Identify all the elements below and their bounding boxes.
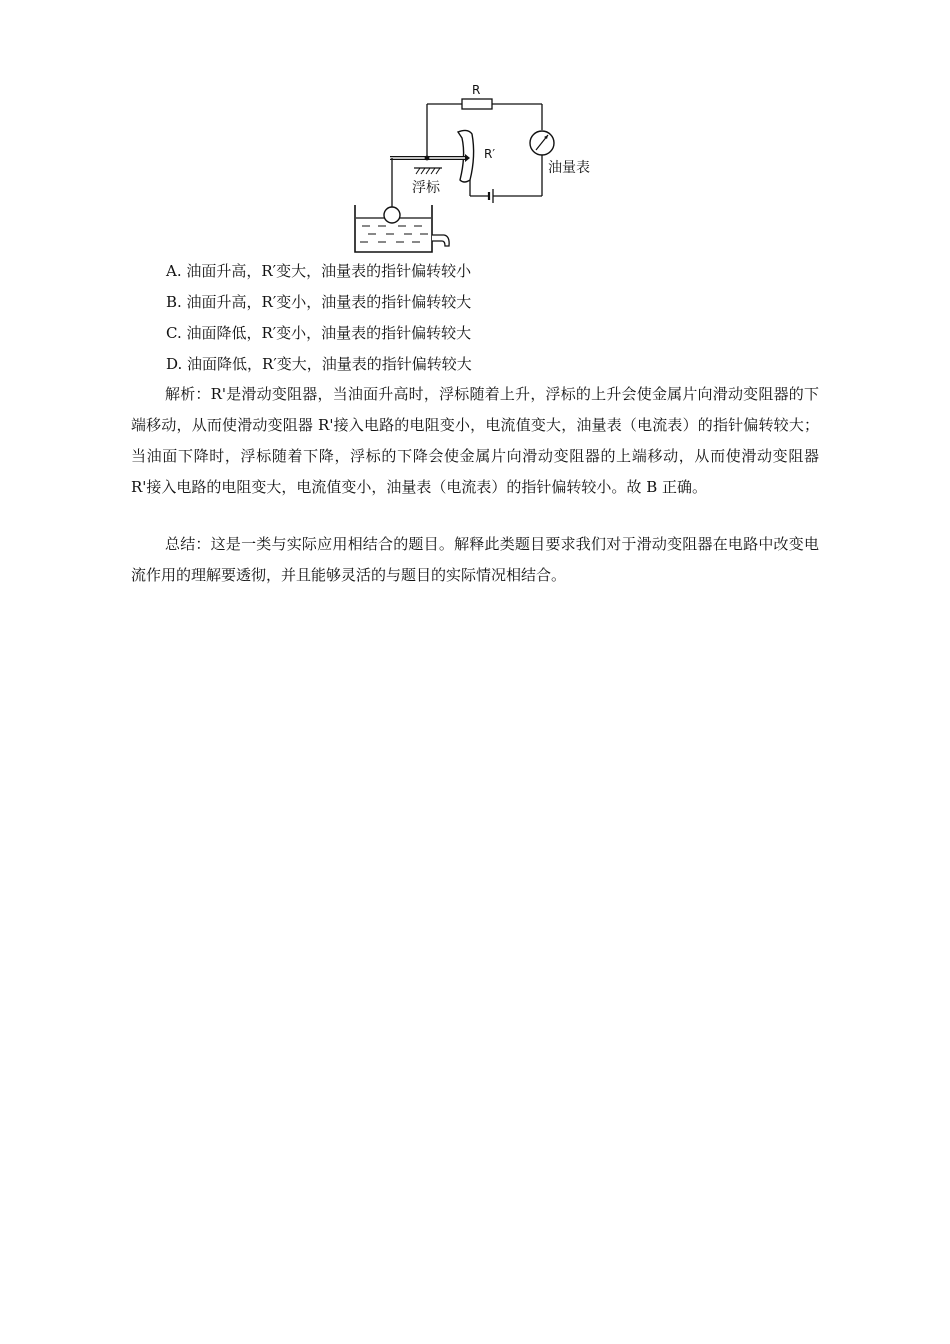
resistor-R bbox=[462, 99, 492, 109]
hatch-line bbox=[436, 168, 440, 174]
hatch-line bbox=[421, 168, 425, 174]
oil-gauge-circuit-diagram bbox=[352, 80, 612, 255]
pivot-point bbox=[425, 156, 430, 161]
label-float: 浮标 bbox=[412, 180, 440, 196]
summary-paragraph: 总结：这是一类与实际应用相结合的题目。解释此类题目要求我们对于滑动变阻器在电路中改变电流作用的理解要透彻，并且能够灵活的与题目的实际情况相结合。 bbox=[131, 535, 819, 584]
label-R: R bbox=[472, 83, 481, 97]
hatch-line bbox=[416, 168, 420, 174]
option-b: B. 油面升高，R′变小，油量表的指针偏转较大 bbox=[166, 293, 472, 311]
option-c: C. 油面降低，R′变小，油量表的指针偏转较大 bbox=[166, 324, 472, 342]
option-a: A. 油面升高，R′变大，油量表的指针偏转较小 bbox=[166, 262, 472, 280]
label-oil-gauge: 油量表 bbox=[548, 160, 590, 176]
label-R-prime: R′ bbox=[484, 147, 496, 161]
circuit-svg bbox=[352, 80, 612, 255]
tank-outlet bbox=[432, 235, 449, 246]
hatch-line bbox=[431, 168, 435, 174]
analysis-paragraph: 解析：R'是滑动变阻器，当油面升高时，浮标随着上升，浮标的上升会使金属片向滑动变阻器的下端移动，从而使滑动变阻器 R'接入电路的电阻变小，电流值变大，油量表（电流表）的指针偏转较大；当油面下降时，浮标随着下降，浮标的下降会使金属片向滑动变阻器的上端移动，从而使滑动变阻器 R'接入电路的电阻变大，电流值变小，油量表（电流表）的指针偏转较小。故 B 正确。 bbox=[131, 385, 819, 496]
hatch-line bbox=[426, 168, 430, 174]
oil-fill bbox=[360, 226, 428, 242]
float-ball bbox=[384, 207, 400, 223]
option-d: D. 油面降低，R′变大，油量表的指针偏转较大 bbox=[166, 355, 472, 373]
